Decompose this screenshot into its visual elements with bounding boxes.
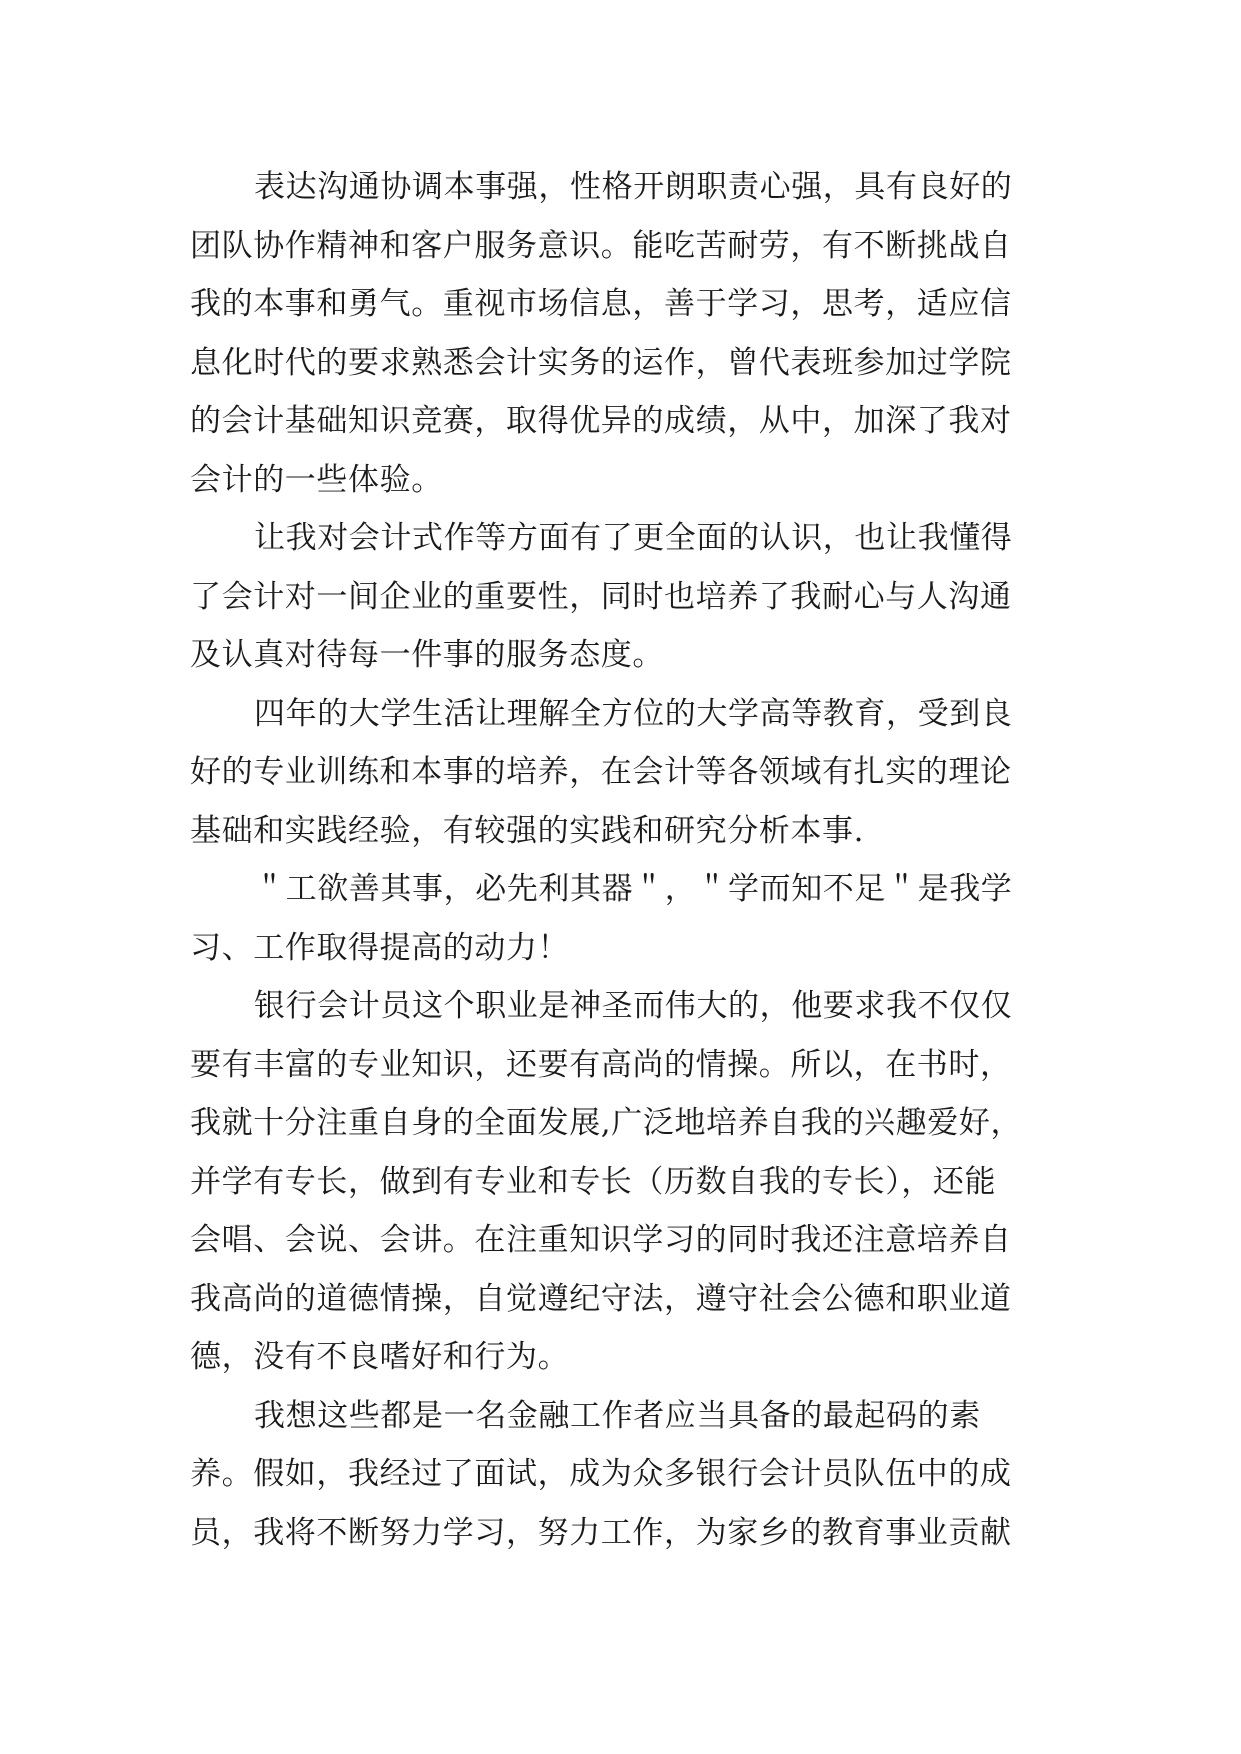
text-line: 我想这些都是一名金融工作者应当具备的最起码的素: [254, 1397, 981, 1434]
text-line: 了会计对一间企业的重要性，同时也培养了我耐心与人沟通: [190, 578, 1012, 615]
text-line: 银行会计员这个职业是神圣而伟大的，他要求我不仅仅: [254, 988, 1013, 1024]
text-line: 好的专业训练和本事的培养，在会计等各领域有扎实的理论: [190, 754, 1012, 790]
text-line: 团队协作精神和客户服务意识。能吃苦耐劳，有不断挑战自: [190, 227, 1012, 264]
text-line: 及认真对待每一件事的服务态度。: [190, 637, 664, 673]
paragraph: [190, 158, 1060, 509]
text-line: 要有丰富的专业知识，还要有高尚的情操。所以，在书时，: [190, 1046, 1012, 1083]
paragraph: [190, 860, 1060, 977]
text-line: 让我对会计式作等方面有了更全面的认识，也让我懂得: [254, 520, 1013, 556]
text-line: ＂工欲善其事，必先利其器＂，＂学而知不足＂是我学: [254, 871, 1013, 907]
text-line: 四年的大学生活让理解全方位的大学高等教育，受到良: [254, 695, 1013, 732]
text-line: 并学有专长，做到有专业和专长（历数自我的专长），还能: [190, 1163, 997, 1200]
text-line: 会计的一些体验。: [190, 461, 443, 498]
text-line: 员，我将不断努力学习，努力工作，为家乡的教育事业贡献: [190, 1514, 1012, 1551]
text-line: 德，没有不良嗜好和行为。: [190, 1339, 570, 1375]
text-line: 我高尚的道德情操，自觉遵纪守法，遵守社会公德和职业道: [190, 1280, 1012, 1317]
text-line: 息化时代的要求熟悉会计实务的运作，曾代表班参加过学院: [190, 344, 1012, 381]
text-line: 习、工作取得提高的动力！: [190, 929, 570, 966]
text-line: 会唱、会说、会讲。在注重知识学习的同时我还注意培养自: [190, 1222, 1012, 1258]
text-line: 我就十分注重自身的全面发展,广泛地培养自我的兴趣爱好，: [190, 1105, 1023, 1141]
text-line: 养。假如，我经过了面试，成为众多银行会计员队伍中的成: [190, 1456, 1012, 1492]
paragraph: [190, 509, 1060, 685]
paragraph: [190, 1387, 1060, 1563]
text-line: 表达沟通协调本事强，性格开朗职责心强，具有良好的: [254, 169, 1013, 205]
text-line: 我的本事和勇气。重视市场信息，善于学习，思考，适应信: [190, 286, 1012, 322]
document-body: [190, 158, 1060, 1562]
text-line: 的会计基础知识竞赛，取得优异的成绩，从中，加深了我对: [190, 403, 1012, 439]
paragraph: [190, 685, 1060, 861]
paragraph: [190, 977, 1060, 1387]
text-line: 基础和实践经验，有较强的实践和研究分析本事.: [190, 812, 865, 849]
